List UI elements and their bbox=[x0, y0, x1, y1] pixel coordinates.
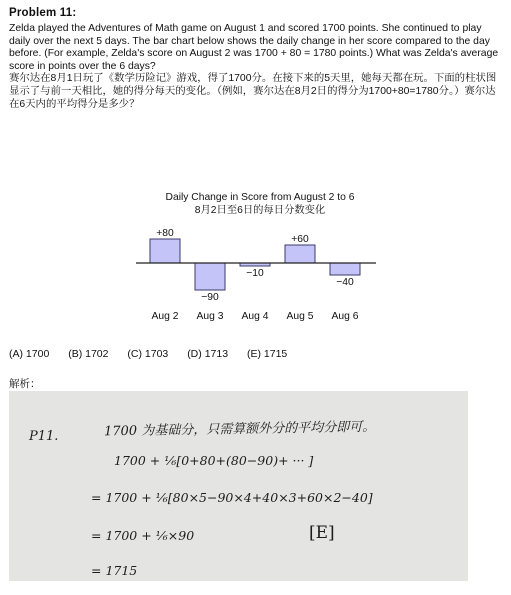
handwritten-line-2: 1700 + ⅙[0+80+(80−90)+ ··· ] bbox=[114, 453, 314, 468]
choice-c: (C) 1703 bbox=[127, 348, 169, 360]
problem-text-english: Zelda played the Adventures of Math game on August 1 and scored 1700 points. She continued to play daily over the next 5 days. The bar chart below shows the daily change in her score compared to the day before. (For example, Zelda's score on August 2 was 1700 + 80 = 1780 points.) What was Zelda's average score in points over the 6 days? bbox=[9, 23, 499, 72]
bar-aug-3 bbox=[195, 263, 225, 290]
problem-text-chinese: 赛尔达在8月1日玩了《数学历险记》游戏，得了1700分。在接下来的5天里，她每天都在玩。下面的柱状图显示了与前一天相比，她的得分每天的变化。（例如，赛尔达在8月2日的得分为1700+80=1780分。）赛尔达在6天内的平均得分是多少？ bbox=[9, 73, 497, 110]
bar-chart bbox=[130, 188, 390, 328]
handwritten-line-5: = 1715 bbox=[91, 563, 138, 578]
chart-subtitle: 8月2日至6日的每日分数变化 bbox=[194, 205, 326, 216]
problem-title: Problem 11: bbox=[9, 7, 77, 19]
choice-b: (B) 1702 bbox=[68, 348, 109, 360]
category-label: Aug 4 bbox=[241, 311, 269, 322]
choice-a: (A) 1700 bbox=[9, 348, 50, 360]
data-label: +80 bbox=[156, 228, 174, 239]
handwritten-solution-photo bbox=[9, 391, 468, 581]
data-label: −10 bbox=[246, 268, 264, 279]
bar-aug-2 bbox=[150, 239, 180, 263]
handwritten-line-4: = 1700 + ⅙×90 bbox=[91, 528, 195, 543]
category-label: Aug 5 bbox=[286, 311, 314, 322]
bar-aug-6 bbox=[330, 263, 360, 275]
handwritten-answer: [E] bbox=[309, 523, 335, 543]
answer-choices bbox=[9, 348, 303, 360]
data-label: −90 bbox=[201, 292, 219, 303]
bar-aug-5 bbox=[285, 245, 315, 263]
handwritten-line-1: 1700 为基础分，只需算额外分的平均分即可。 bbox=[103, 419, 376, 440]
chart-title: Daily Change in Score from August 2 to 6 bbox=[165, 192, 355, 203]
analysis-label: 解析： bbox=[9, 378, 41, 390]
category-label: Aug 3 bbox=[196, 311, 224, 322]
chart-plot bbox=[130, 188, 390, 328]
data-label: +60 bbox=[291, 234, 309, 245]
choice-d: (D) 1713 bbox=[187, 348, 229, 360]
problem-statement bbox=[9, 23, 505, 111]
handwritten-line-3: = 1700 + ⅙[80×5−90×4+40×3+60×2−40] bbox=[91, 490, 373, 505]
category-label: Aug 6 bbox=[331, 311, 359, 322]
data-label: −40 bbox=[336, 277, 354, 288]
handwritten-problem-ref: P11. bbox=[29, 429, 59, 444]
choice-e: (E) 1715 bbox=[246, 348, 288, 360]
category-label: Aug 2 bbox=[151, 311, 179, 322]
